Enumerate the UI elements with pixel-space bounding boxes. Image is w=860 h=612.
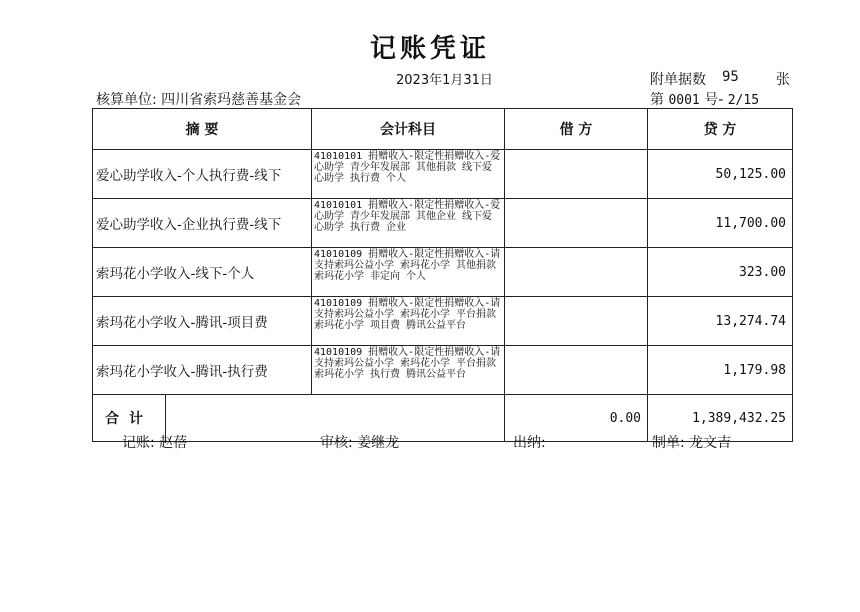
row-account: 41010109 捐赠收入-限定性捐赠收入-请支持索玛公益小学 索玛花小学 平台捐款 索玛花小学 执行费 腾讯公益平台: [312, 346, 505, 395]
attachment-count: 95: [722, 69, 739, 85]
table-row: [93, 346, 793, 395]
row-debit: [505, 297, 648, 346]
row-account: 41010101 捐赠收入-限定性捐赠收入-爱心助学 青少年发展部 其他企业 线下爱心助学 执行费 企业: [312, 199, 505, 248]
row-debit: [505, 199, 648, 248]
voucher-number-prefix: 第: [650, 92, 664, 108]
row-summary: 索玛花小学收入-线下-个人: [93, 248, 312, 297]
accounting-unit-label: 核算单位:: [96, 92, 157, 108]
row-account: 41010109 捐赠收入-限定性捐赠收入-请支持索玛公益小学 索玛花小学 其他捐款 索玛花小学 非定向 个人: [312, 248, 505, 297]
footer-cashier: 出纳:: [513, 435, 546, 451]
footer-reviewer: 审核: 姜继龙: [320, 435, 400, 451]
row-account: 41010109 捐赠收入-限定性捐赠收入-请支持索玛公益小学 索玛花小学 平台捐款 索玛花小学 项目费 腾讯公益平台: [312, 297, 505, 346]
table-row: [93, 248, 793, 297]
voucher-number-sep: 号-: [704, 92, 724, 108]
attachment-unit: 张: [776, 72, 790, 88]
table-row: [93, 199, 793, 248]
voucher-title: 记账凭证: [369, 34, 490, 64]
total-credit: 1,389,432.25: [648, 395, 793, 442]
row-credit: 1,179.98: [648, 346, 793, 395]
attachment-label: 附单据数: [650, 72, 706, 88]
row-credit: 13,274.74: [648, 297, 793, 346]
row-credit: 50,125.00: [648, 150, 793, 199]
row-debit: [505, 346, 648, 395]
voucher-date: 2023年1月31日: [396, 73, 493, 88]
row-credit: 323.00: [648, 248, 793, 297]
footer-preparer: 制单: 龙文吉: [652, 435, 732, 451]
header-account: 会计科目: [312, 109, 505, 150]
row-summary: 索玛花小学收入-腾讯-项目费: [93, 297, 312, 346]
row-credit: 11,700.00: [648, 199, 793, 248]
voucher-number: [650, 89, 759, 109]
accounting-unit: [96, 89, 301, 109]
footer-bookkeeper: 记账: 赵蓓: [122, 435, 188, 451]
row-summary: 爱心助学收入-个人执行费-线下: [93, 150, 312, 199]
voucher-number-value: 0001: [668, 93, 700, 108]
header-debit: 借 方: [505, 109, 648, 150]
header-summary: 摘 要: [93, 109, 312, 150]
table-row: [93, 150, 793, 199]
voucher-page: 2/15: [727, 93, 760, 108]
accounting-unit-name: 四川省索玛慈善基金会: [161, 92, 302, 108]
row-summary: 索玛花小学收入-腾讯-执行费: [93, 346, 312, 395]
voucher-table: [92, 108, 793, 442]
row-account: 41010101 捐赠收入-限定性捐赠收入-爱心助学 青少年发展部 其他捐款 线下爱心助学 执行费 个人: [312, 150, 505, 199]
table-header-row: [93, 109, 793, 150]
total-debit: 0.00: [505, 395, 648, 442]
row-debit: [505, 150, 648, 199]
row-debit: [505, 248, 648, 297]
total-label: 合计: [93, 395, 166, 441]
row-summary: 爱心助学收入-企业执行费-线下: [93, 199, 312, 248]
table-row: [93, 297, 793, 346]
header-credit: 贷 方: [648, 109, 793, 150]
